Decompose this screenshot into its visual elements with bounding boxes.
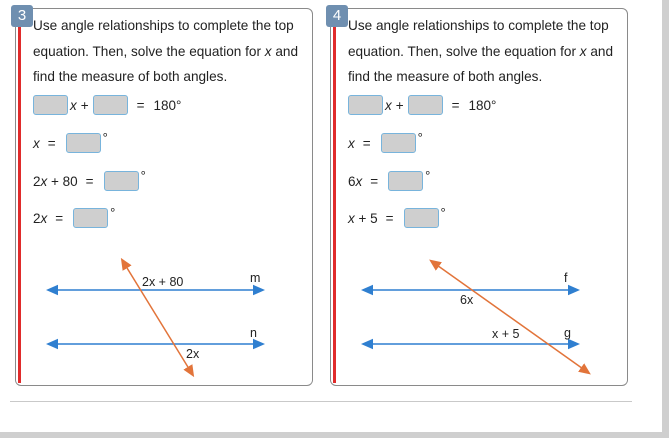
page-shadow-right [662, 0, 669, 438]
solve-row-angle-1: 6 x = ° [348, 169, 430, 193]
line-name-n: n [250, 326, 257, 340]
solve-row-angle-2: x + 5 = ° [348, 206, 446, 230]
line-name-m: m [250, 271, 261, 285]
problem-prompt: Use angle relationships to complete the top equation. Then, solve the equation for x and find the measure of both angles. [33, 18, 299, 84]
solve-row-x: x = ° [33, 131, 108, 155]
solve-row-angle-1: 2 x + 80 = ° [33, 169, 146, 193]
line-name-g: g [564, 326, 571, 340]
angle-label-bottom: x + 5 [492, 327, 520, 341]
page-shadow-bottom [0, 432, 669, 438]
angle-label-top: 6x [460, 293, 474, 307]
angle-label-top: 2x + 80 [142, 275, 184, 289]
problem-number-badge: 3 [11, 5, 33, 27]
parallel-lines-diagram [331, 9, 629, 387]
problem-number-badge: 4 [326, 5, 348, 27]
line-name-f: f [564, 271, 568, 285]
top-equation: x + = 180° [33, 93, 181, 117]
angle-label-bottom: 2x [186, 347, 200, 361]
problem-card-4 [330, 8, 628, 386]
problem-card-3 [15, 8, 313, 386]
top-equation: x + = 180° [348, 93, 496, 117]
problem-prompt: Use angle relationships to complete the top equation. Then, solve the equation for x and find the measure of both angles. [348, 18, 614, 84]
solve-row-x: x = ° [348, 131, 423, 155]
bottom-divider [10, 401, 632, 402]
solve-row-angle-2: 2 x = ° [33, 206, 115, 230]
parallel-lines-diagram [16, 9, 314, 387]
